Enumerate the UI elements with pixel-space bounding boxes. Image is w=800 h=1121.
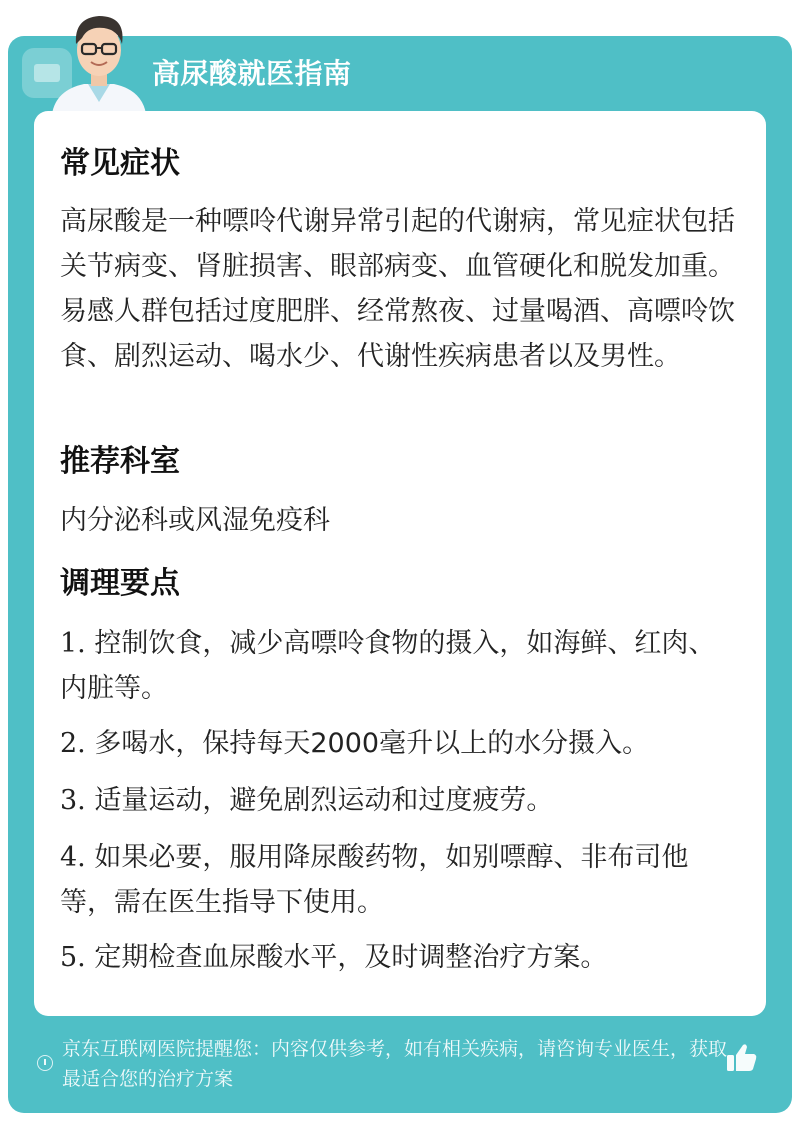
list-item-number: 5. xyxy=(60,942,86,973)
page-title: 高尿酸就医指南 xyxy=(152,57,352,90)
list-item-number: 1. xyxy=(60,628,86,659)
section-title-care-tips: 调理要点 xyxy=(60,566,180,601)
doctor-avatar-icon xyxy=(44,4,154,114)
list-item-text: 适量运动，避免剧烈运动和过度疲劳。 xyxy=(94,785,554,816)
section-title-department: 推荐科室 xyxy=(60,444,180,479)
list-item-text: 如果必要，服用降尿酸药物，如别嘌醇、非布司他等，需在医生指导下使用。 xyxy=(60,842,689,918)
disclaimer-text: 京东互联网医院提醒您：内容仅供参考，如有相关疾病，请咨询专业医生，获取最适合您的治疗方案 xyxy=(62,1038,728,1090)
symptoms-text: 高尿酸是一种嘌呤代谢异常引起的代谢病，常见症状包括关节病变、肾脏损害、眼部病变、血管硬化和脱发加重。易感人群包括过度肥胖、经常熬夜、过量喝酒、高嘌呤饮食、剧烈运动、喝水少、代谢性疾病患者以及男性。 xyxy=(60,206,735,372)
list-item xyxy=(60,778,740,823)
list-item xyxy=(60,721,740,766)
list-item-number: 4. xyxy=(60,842,86,873)
list-item-number: 2. xyxy=(60,728,86,759)
list-item-number: 3. xyxy=(60,785,86,816)
list-item xyxy=(60,935,740,980)
section-title-symptoms: 常见症状 xyxy=(60,146,180,181)
list-item xyxy=(60,621,740,711)
thumbs-up-icon[interactable] xyxy=(724,1040,760,1076)
list-item-text: 定期检查血尿酸水平，及时调整治疗方案。 xyxy=(94,942,608,973)
list-item xyxy=(60,835,740,925)
info-icon xyxy=(37,1055,53,1071)
list-item-text: 多喝水，保持每天2000毫升以上的水分摄入。 xyxy=(94,728,650,759)
list-item-text: 控制饮食，减少高嘌呤食物的摄入，如海鲜、红肉、内脏等。 xyxy=(60,628,716,704)
department-text: 内分泌科或风湿免疫科 xyxy=(60,505,330,536)
